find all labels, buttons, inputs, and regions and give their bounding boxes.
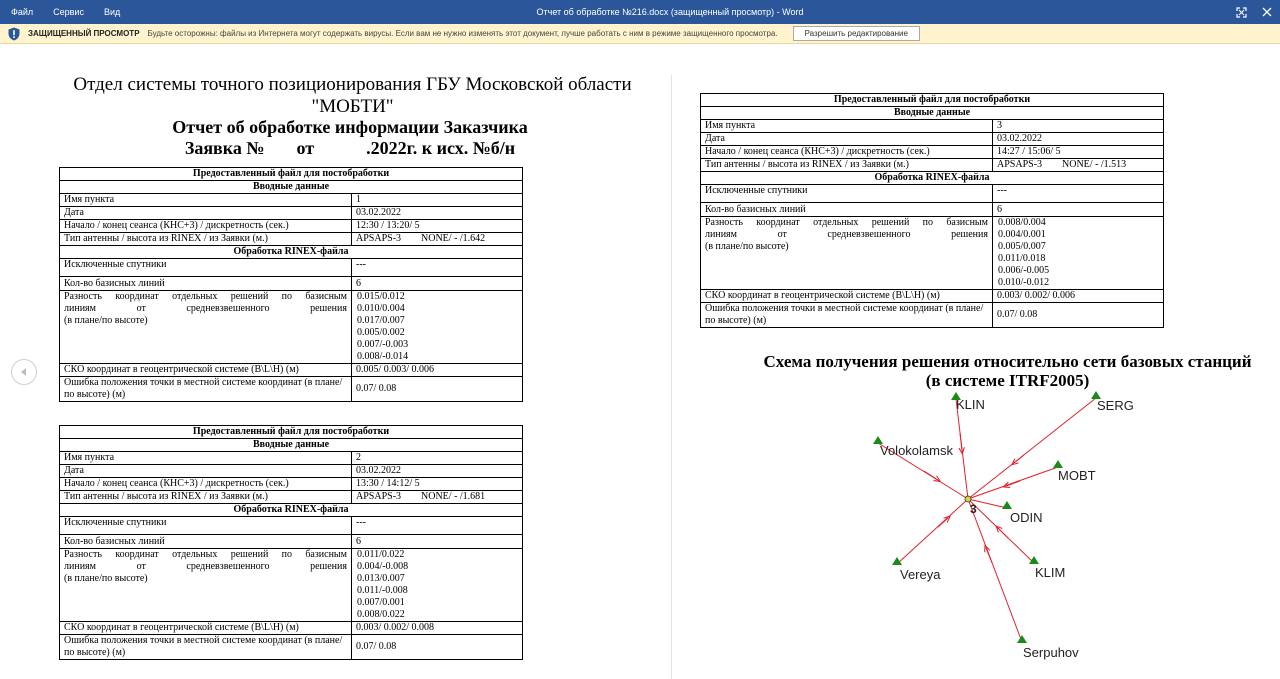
- date-label: Дата: [60, 465, 352, 478]
- diff-word: от: [136, 303, 146, 314]
- station-marker-mobt: [1053, 460, 1063, 468]
- page-divider: [671, 75, 672, 679]
- diff-word: базисным: [946, 217, 988, 228]
- diff-word: средневзвешенного: [186, 303, 270, 314]
- date-value: 03.02.2022: [993, 133, 1164, 146]
- diff-word: Разность: [64, 291, 102, 302]
- diff-word: решения: [310, 303, 347, 314]
- diff-word: по: [922, 217, 933, 228]
- station-label-klim: KLIM: [1035, 565, 1066, 580]
- diff-value: 0.017/0.007: [357, 315, 405, 326]
- antenna-label: Тип антенны / высота из RINEX / из Заявки (м.): [701, 159, 993, 172]
- diff-value: 0.008/-0.014: [357, 351, 409, 362]
- report-title: Отчет об обработке информации Заказчика: [172, 117, 528, 137]
- antenna-value: APSAPS-3 NONE/ - /1.681: [352, 491, 523, 504]
- error-value: 0.07/ 0.08: [352, 635, 523, 660]
- session-label: Начало / конец сеанса (КНС+3) / дискретность (сек.): [701, 146, 993, 159]
- antenna-value: APSAPS-3 NONE/ - /1.513: [993, 159, 1164, 172]
- close-window-button[interactable]: [1254, 0, 1280, 24]
- diff-word: средневзвешенного: [827, 229, 911, 240]
- diff-value: 0.010/-0.012: [998, 277, 1050, 288]
- station-label-odin: ODIN: [1010, 510, 1043, 525]
- diff-word: базисным: [305, 291, 347, 302]
- baselines-label: Кол-во базисных линий: [60, 277, 352, 291]
- solution-point-label: 3: [970, 502, 977, 516]
- point-name-label: Имя пункта: [60, 194, 352, 207]
- point-name-value: 3: [993, 120, 1164, 133]
- organization-line-2: "МОБТИ": [311, 96, 394, 117]
- arrow-vereya: [938, 518, 948, 527]
- diff-value: 0.008/0.004: [998, 217, 1046, 228]
- error-label: Ошибка положения точки в местной системе координат (в плане/по высоте) (м): [60, 635, 352, 660]
- scheme-title-line-2: (в системе ITRF2005): [925, 371, 1090, 390]
- diff-word: отдельных: [172, 291, 218, 302]
- report-table-1: [59, 167, 523, 402]
- diff-word: линиям: [64, 303, 96, 314]
- diff-value: 0.007/-0.003: [357, 339, 409, 350]
- rinex-header: Обработка RINEX-файла: [701, 172, 1164, 185]
- station-label-vereya: Vereya: [900, 567, 941, 582]
- diff-word: решения: [310, 561, 347, 572]
- session-value: 12:30 / 13:20/ 5: [352, 220, 523, 233]
- diff-value: 0.006/-0.005: [998, 265, 1050, 276]
- baselines-value: 6: [352, 277, 523, 291]
- arrow-klim: [998, 528, 1008, 538]
- date-label: Дата: [701, 133, 993, 146]
- baselines-label: Кол-во базисных линий: [701, 203, 993, 217]
- point-name-value: 2: [352, 452, 523, 465]
- menu-service[interactable]: Сервис: [53, 7, 84, 17]
- diff-value: 0.010/0.004: [357, 303, 405, 314]
- diff-value: 0.004/-0.008: [357, 561, 409, 572]
- station-label-serpuhov: Serpuhov: [1023, 645, 1079, 660]
- diff-value: 0.011/-0.008: [357, 585, 408, 596]
- document-area: [0, 45, 1280, 679]
- protected-view-title: ЗАЩИЩЕННЫЙ ПРОСМОТР: [28, 29, 140, 38]
- sko-label: СКО координат в геоцентрической системе (B\L\H) (м): [60, 364, 352, 377]
- request-number-label: Заявка №: [184, 138, 265, 158]
- diff-word: средневзвешенного: [186, 561, 270, 572]
- diff-value: 0.007/0.001: [357, 597, 405, 608]
- menu-file[interactable]: Файл: [11, 7, 34, 17]
- baseline-vereya: [897, 499, 968, 564]
- shield-icon: [7, 26, 21, 42]
- diff-word: решений: [230, 291, 269, 302]
- baseline-serg: [968, 398, 1096, 499]
- diff-word: координат: [115, 549, 159, 560]
- error-label: Ошибка положения точки в местной системе координат (в плане/по высоте) (м): [60, 377, 352, 402]
- rinex-header: Обработка RINEX-файла: [60, 504, 523, 517]
- triangle-left-icon: [19, 367, 29, 377]
- error-value: 0.07/ 0.08: [993, 303, 1164, 328]
- scheme-title-line-1: Схема получения решения относительно сети базовых станций: [763, 352, 1252, 371]
- sko-value: 0.003/ 0.002/ 0.006: [993, 290, 1164, 303]
- date-value: 03.02.2022: [352, 207, 523, 220]
- session-label: Начало / конец сеанса (КНС+3) / дискретность (сек.): [60, 478, 352, 491]
- sko-value: 0.005/ 0.003/ 0.006: [352, 364, 523, 377]
- diff-word: по: [281, 291, 292, 302]
- enable-editing-button[interactable]: Разрешить редактирование: [793, 26, 920, 41]
- session-label: Начало / конец сеанса (КНС+3) / дискретность (сек.): [60, 220, 352, 233]
- sko-label: СКО координат в геоцентрической системе (B\L\H) (м): [60, 622, 352, 635]
- diff-label: [60, 291, 352, 364]
- date-value: 03.02.2022: [352, 465, 523, 478]
- diff-label: [701, 217, 993, 290]
- diff-values: [352, 291, 523, 364]
- station-label-volokolamsk: Volokolamsk: [880, 443, 953, 458]
- excluded-sats-value: ---: [993, 185, 1164, 203]
- diff-value: 0.005/0.007: [998, 241, 1046, 252]
- diff-word: отдельных: [172, 549, 218, 560]
- station-label-mobt: MOBT: [1058, 468, 1096, 483]
- diff-word: отдельных: [813, 217, 859, 228]
- baselines-label: Кол-во базисных линий: [60, 535, 352, 549]
- date-label: Дата: [60, 207, 352, 220]
- diff-value: 0.011/0.018: [998, 253, 1046, 264]
- diff-value: 0.004/0.001: [998, 229, 1046, 240]
- organization-line-1: Отдел системы точного позиционирования ГБУ Московской области: [73, 74, 632, 95]
- diff-values: [352, 549, 523, 622]
- diff-value: 0.015/0.012: [357, 291, 405, 302]
- station-marker-serpuhov: [1017, 635, 1027, 643]
- file-header: Предоставленный файл для постобработки: [701, 94, 1164, 107]
- diff-word: координат: [115, 291, 159, 302]
- antenna-value: APSAPS-3 NONE/ - /1.642: [352, 233, 523, 246]
- menu-bar: [0, 0, 130, 24]
- station-label-klin: KLIN: [956, 397, 985, 412]
- previous-page-button[interactable]: [11, 359, 37, 385]
- diff-word: линиям: [705, 229, 737, 240]
- error-label: Ошибка положения точки в местной системе координат (в плане/по высоте) (м): [701, 303, 993, 328]
- arrow-mobt: [1006, 481, 1020, 486]
- baselines-value: 6: [993, 203, 1164, 217]
- excluded-sats-value: ---: [352, 259, 523, 277]
- request-ref-label: .2022г. к исх. №б/н: [366, 138, 516, 158]
- diff-line-3: (в плане/по высоте): [64, 315, 148, 326]
- window-controls: [1228, 0, 1280, 24]
- diff-value: 0.005/0.002: [357, 327, 405, 338]
- diff-value: 0.013/0.007: [357, 573, 405, 584]
- diff-word: решения: [951, 229, 988, 240]
- excluded-sats-label: Исключенные спутники: [60, 259, 352, 277]
- diff-word: решений: [230, 549, 269, 560]
- station-label-serg: SERG: [1097, 398, 1134, 413]
- antenna-label: Тип антенны / высота из RINEX / из Заявки (м.): [60, 233, 352, 246]
- diff-word: от: [136, 561, 146, 572]
- session-value: 13:30 / 14:12/ 5: [352, 478, 523, 491]
- arrow-serpuhov: [986, 548, 992, 563]
- point-name-label: Имя пункта: [60, 452, 352, 465]
- input-header: Вводные данные: [60, 181, 523, 194]
- restore-icon: [1236, 7, 1247, 18]
- sko-value: 0.003/ 0.002/ 0.008: [352, 622, 523, 635]
- arrow-klin: [960, 433, 962, 451]
- file-header: Предоставленный файл для постобработки: [60, 426, 523, 439]
- arrow-serg: [1014, 455, 1024, 463]
- arrow-volokolamsk: [924, 471, 938, 480]
- sko-label: СКО координат в геоцентрической системе (B\L\H) (м): [701, 290, 993, 303]
- excluded-sats-label: Исключенные спутники: [60, 517, 352, 535]
- title-bar: [0, 0, 1280, 24]
- file-header: Предоставленный файл для постобработки: [60, 168, 523, 181]
- diff-word: Разность: [705, 217, 743, 228]
- input-header: Вводные данные: [701, 107, 1164, 120]
- antenna-label: Тип антенны / высота из RINEX / из Заявки (м.): [60, 491, 352, 504]
- close-icon: [1262, 7, 1272, 17]
- diff-value: 0.008/0.022: [357, 609, 405, 620]
- report-table-3: [700, 93, 1164, 328]
- diff-word: базисным: [305, 549, 347, 560]
- restore-window-button[interactable]: [1228, 0, 1254, 24]
- diff-word: по: [281, 549, 292, 560]
- diff-word: линиям: [64, 561, 96, 572]
- baseline-lines: [878, 398, 1096, 642]
- request-line: [60, 138, 640, 159]
- request-date-label: от: [296, 138, 315, 158]
- diff-word: координат: [756, 217, 800, 228]
- excluded-sats-value: ---: [352, 517, 523, 535]
- protected-view-bar: [0, 24, 1280, 44]
- diff-line-3: (в плане/по высоте): [705, 241, 789, 252]
- diff-word: решений: [871, 217, 910, 228]
- menu-view[interactable]: Вид: [103, 7, 121, 17]
- diff-word: от: [777, 229, 787, 240]
- diff-line-3: (в плане/по высоте): [64, 573, 148, 584]
- diff-value: 0.011/0.022: [357, 549, 405, 560]
- point-name-value: 1: [352, 194, 523, 207]
- diff-word: Разность: [64, 549, 102, 560]
- baselines-value: 6: [352, 535, 523, 549]
- point-name-label: Имя пункта: [701, 120, 993, 133]
- report-table-2: [59, 425, 523, 660]
- error-value: 0.07/ 0.08: [352, 377, 523, 402]
- window-title: Отчет об обработке №216.docx (защищенный просмотр) - Word: [536, 7, 804, 17]
- diff-values: [993, 217, 1164, 290]
- diff-label: [60, 549, 352, 622]
- excluded-sats-label: Исключенные спутники: [701, 185, 993, 203]
- session-value: 14:27 / 15:06/ 5: [993, 146, 1164, 159]
- station-marker-odin: [1002, 501, 1012, 509]
- network-scheme: [850, 385, 1150, 665]
- rinex-header: Обработка RINEX-файла: [60, 246, 523, 259]
- organization-heading: [60, 74, 645, 118]
- protected-view-message: Будьте осторожны: файлы из Интернета могут содержать вирусы. Если вам не нужно изменять этот документ, лучше работать с ним в режиме защищенного просмотра.: [147, 29, 778, 38]
- input-header: Вводные данные: [60, 439, 523, 452]
